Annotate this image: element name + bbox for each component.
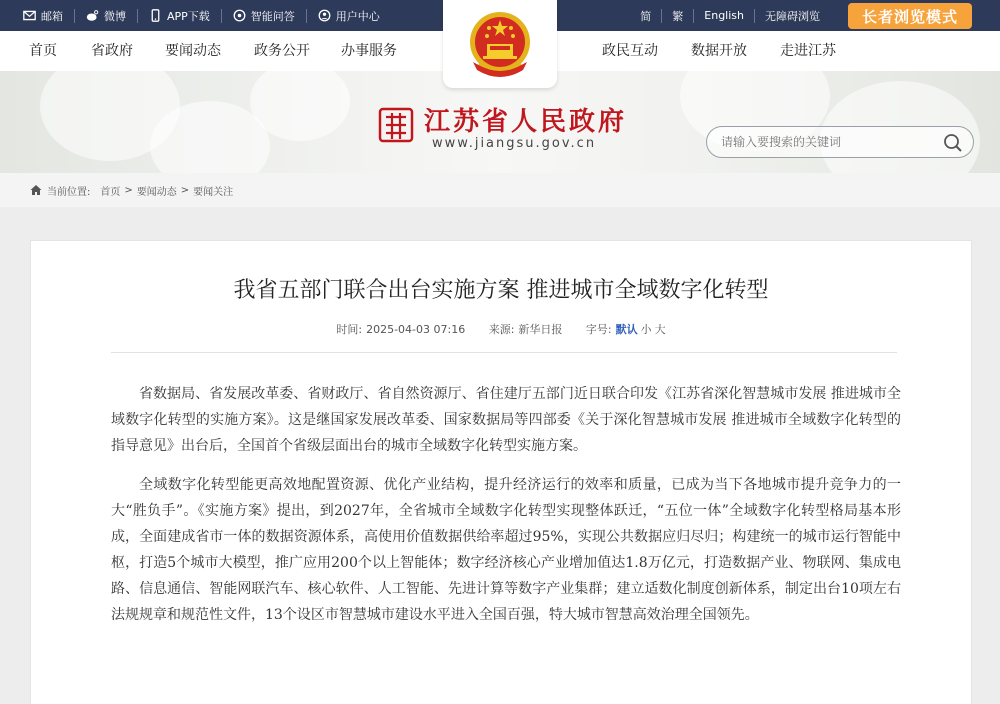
nav-gov-affairs[interactable]: 政务公开 (254, 43, 310, 59)
english-link[interactable]: English (694, 9, 755, 23)
nav-news[interactable]: 要闻动态 (165, 43, 221, 59)
nav-open-data[interactable]: 数据开放 (691, 43, 747, 59)
breadcrumb-focus[interactable]: 要闻关注 (193, 186, 234, 198)
nav-about-jiangsu[interactable]: 走进江苏 (780, 43, 836, 59)
accessibility-link[interactable]: 无障碍浏览 (765, 9, 820, 23)
article-title: 我省五部门联合出台实施方案 推进城市全域数字化转型 (233, 278, 769, 303)
article-paragraph: 全域数字化转型能更高效地配置资源、优化产业结构，提升经济运行的效率和质量，已成为当下各地城市提升竞争力的一大“胜负手”。《实施方案》提出，到2027年，全省城市全域数字化转型实现整体跃迁，“五位一体”全域数字化转型格局基本形成，全面建成省市一体的数据资源体系，高使用价值数据供给率超过95%，实现公共数据应归尽归；构建统一的城市运行智能中枢，打造5个城市大模型，推广应用200个以上智能体；数字经济核心产业增加值达1.8万亿元，打造数据产业、物联网、集成电路、信息通信、智能网联汽车、核心软件、人工智能、先进计算等数字产业集群；建立适数化制度创新体系，制定出台10项左右法规规章和规范性文件，13个设区市智慧城市建设水平进入全国百强，特大城市智慧高效治理全国领先。 (111, 477, 901, 623)
user-center-link[interactable] (307, 9, 391, 23)
smart-qa-link[interactable] (222, 9, 307, 23)
search-box (706, 126, 974, 158)
breadcrumb (30, 173, 233, 207)
jiangsu-logo-icon[interactable] (378, 107, 414, 143)
mail-icon (23, 9, 36, 22)
mail-label: 邮箱 (41, 9, 63, 23)
traditional-chinese-link[interactable]: 繁 (662, 9, 694, 23)
font-size-small[interactable]: 小 (640, 323, 652, 336)
font-size-large[interactable]: 大 (654, 323, 666, 336)
time-label: 时间: (336, 323, 363, 336)
font-size-control (586, 323, 666, 336)
breadcrumb-separator: > (124, 184, 133, 196)
nav-interaction[interactable]: 政民互动 (602, 43, 658, 59)
breadcrumb-label: 当前位置: (47, 186, 91, 198)
search-icon[interactable] (943, 133, 963, 153)
article-source (489, 323, 563, 336)
source-value: 新华日报 (518, 323, 563, 336)
national-emblem-holder (443, 0, 557, 88)
search-input[interactable] (721, 133, 931, 151)
app-download-label: APP下载 (167, 9, 210, 23)
nav-services[interactable]: 办事服务 (341, 43, 397, 59)
font-size-default[interactable]: 默认 (615, 323, 638, 336)
nav-province-gov[interactable]: 省政府 (91, 43, 133, 59)
simplified-chinese-link[interactable]: 简 (630, 9, 662, 23)
user-icon (318, 9, 331, 22)
language-links (630, 0, 830, 31)
site-title[interactable]: 江苏省人民政府 (424, 107, 628, 137)
article-card (30, 240, 972, 704)
breadcrumb-home[interactable]: 首页 (100, 186, 121, 198)
font-size-label: 字号: (585, 323, 612, 336)
site-url: www.jiangsu.gov.cn (432, 136, 597, 151)
user-center-label: 用户中心 (335, 9, 380, 23)
mobile-icon (149, 9, 162, 22)
home-icon (30, 184, 42, 196)
article-time (336, 323, 465, 336)
article-body (111, 381, 901, 641)
article-paragraph: 省数据局、省发展改革委、省财政厅、省自然资源厅、省住建厅五部门近日联合印发《江苏省深化智慧城市发展 推进城市全域数字化转型的实施方案》。这是继国家发展改革委、国家数据局等四部委《关于深化智慧城市发展 推进城市全域数字化转型的指导意见》出台后，全国首个省级层面出台的城市全域数字化转型实施方案。 (111, 386, 901, 454)
elder-mode-button[interactable]: 长者浏览模式 (848, 3, 972, 29)
breadcrumb-bar (0, 173, 1000, 207)
article-meta (31, 321, 971, 337)
weibo-label: 微博 (104, 9, 126, 23)
breadcrumb-separator: > (180, 184, 190, 196)
smart-qa-label: 智能问答 (250, 9, 295, 23)
weibo-icon (86, 9, 99, 22)
national-emblem-icon[interactable] (465, 6, 535, 86)
breadcrumb-news[interactable]: 要闻动态 (136, 186, 177, 198)
title-divider (111, 352, 897, 353)
source-label: 来源: (488, 323, 515, 336)
mail-link[interactable] (12, 9, 75, 23)
nav-home[interactable]: 首页 (29, 43, 57, 59)
time-value: 2025-04-03 07:16 (366, 323, 466, 336)
weibo-link[interactable] (75, 9, 138, 23)
app-download-link[interactable] (138, 9, 222, 23)
utility-links (12, 0, 391, 31)
smart-qa-icon (233, 9, 246, 22)
